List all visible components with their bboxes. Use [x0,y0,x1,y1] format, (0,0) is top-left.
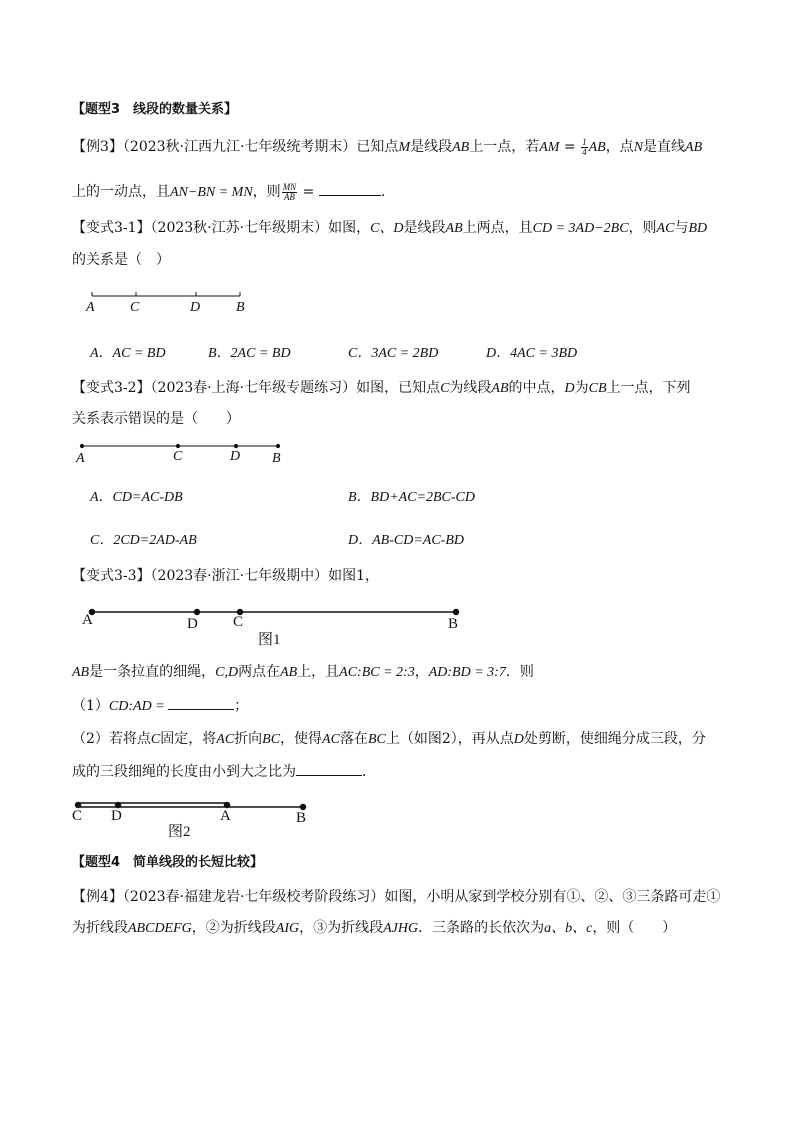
point-c [76,803,81,808]
text: ； [234,698,249,714]
text: 为线段 [449,380,492,396]
text: 上一点，若 [469,139,540,155]
text: 折向 [234,731,263,747]
var: AB [452,140,470,155]
text: 是线段 [403,220,446,236]
answer-blank[interactable] [168,695,234,710]
example4-line1: 【例4】（2023春·福建龙岩·七年级校考阶段练习）如图，小明从家到学校分别有①、②、③三条路可走① [72,889,721,905]
var: AD:BD = 3:7 [428,665,506,680]
variant33-q1 [72,695,248,717]
option-a[interactable]: A．CD=AC-DB [90,490,183,505]
text: 是直线 [643,139,686,155]
fig1-caption: 图1 [258,632,281,648]
fig2-label-a: A [220,808,231,824]
var: CD:AD = [108,699,169,714]
label-b: B [272,451,281,466]
text: （1） [72,698,109,714]
var: AIG [275,921,300,936]
text: 【变式3-2】（2023春·上海·七年级专题练习）如图，已知点 [72,380,441,396]
point-a [80,444,83,447]
var: CD = 3AD−2BC [532,221,629,236]
frac-den: AB [283,191,295,202]
text: 是一条拉直的细绳， [89,664,216,680]
option-b[interactable]: B．2AC = BD [208,346,291,361]
point-b [276,444,279,447]
answer-blank[interactable] [296,761,362,776]
option-b[interactable]: B．BD+AC=2BC-CD [348,490,475,505]
point-d [195,610,200,615]
text: ．三条路的长依次为 [418,920,545,936]
var: AB [445,221,463,236]
example4-line2 [72,918,676,939]
variant32-line1 [72,378,691,399]
text: 【例3】（2023秋·江西九江·七年级统考期末）已知点 [72,139,399,155]
label-a: A [76,451,85,466]
point-d [234,444,237,447]
label-d: D [230,449,241,464]
text: ，使得 [280,731,323,747]
text: 处剪断，使细绳分成三段，分 [523,731,706,747]
text: 成的三段细绳的长度由小到大之比为 [72,764,296,780]
label-a: A [86,300,95,315]
var: C [440,381,450,396]
text: 上，且 [297,664,340,680]
fig1-label-a: A [82,612,93,628]
fig2-caption: 图2 [168,824,191,840]
fig2-label-c: C [72,808,83,824]
text: 上的一动点，且 [72,184,170,200]
var: AB [280,665,298,680]
var: BD [688,221,708,236]
var: C、D [370,221,404,236]
text: 上两点，且 [462,220,533,236]
fig2-label-d: D [111,808,122,824]
text: 固定，将 [160,731,217,747]
point-a [225,803,230,808]
fig2-label-b: B [296,810,307,826]
text: 【变式3-1】（2023秋·江苏·七年级期末）如图， [72,220,371,236]
option-a[interactable]: A．AC = BD [90,346,166,361]
var: C [150,732,161,747]
var: AN−BN = MN [170,185,253,200]
point-b [454,610,459,615]
frac-den: 4 [582,146,587,157]
fig1-label-c: C [233,614,244,630]
var: C,D [215,665,239,680]
var: AB [685,140,703,155]
var: ABCDEFG [128,921,192,936]
frac-num: 1 [582,136,587,147]
figure-1 [90,610,459,615]
text: ，点 [605,139,634,155]
var: AC [322,732,340,747]
var: N [633,140,644,155]
figure-2 [76,803,306,810]
text: . [380,184,386,200]
point-d [116,803,121,808]
fig1-label-d: D [187,616,198,632]
var: AC [656,221,675,236]
text: ，②为折线段 [191,920,276,936]
var: D [564,381,575,396]
variant31-line2: 的关系是（ ） [72,252,170,268]
text: 落在 [339,731,368,747]
text: ，则 [628,220,657,236]
text: = [298,184,319,200]
var: BC [367,732,386,747]
var: D [513,732,524,747]
section-header-type3: 【题型3 线段的数量关系】 [72,102,238,117]
label-d: D [190,300,201,315]
text: ． [362,764,376,780]
var: BC [262,732,281,747]
figure-v31 [92,292,240,296]
point-b [301,805,306,810]
text: 与 [674,220,689,236]
text: 两点在 [238,664,281,680]
text: 的中点， [508,380,565,396]
section-header-type4: 【题型4 简单线段的长短比较】 [72,855,264,870]
variant33-q2-line2 [72,761,376,782]
option-d[interactable]: D．4AC = 3BD [486,346,578,361]
var: AB [491,381,509,396]
variant33-line1: 【变式3-3】（2023春·浙江·七年级期中）如图1， [72,568,379,584]
text: ．则 [505,664,534,680]
var: AM [539,140,560,155]
frac-num: MN [282,181,297,192]
point-c [176,444,179,447]
var: a、b、c [544,921,593,936]
option-d[interactable]: D．AB-CD=AC-BD [348,533,464,548]
text: 为 [574,380,589,396]
text: 上（如图2），再从点 [385,731,514,747]
label-c: C [130,300,140,315]
option-c[interactable]: C．3AC = 2BD [348,346,439,361]
fig1-label-b: B [448,616,459,632]
option-c[interactable]: C．2CD=2AD-AB [90,533,197,548]
figure-v32 [80,444,279,447]
var: AC [216,732,235,747]
variant33-q2-line1 [72,729,706,750]
text: ， [414,664,429,680]
var: AJHG [383,921,419,936]
text: 为折线段 [72,920,128,936]
text: 上一点，下列 [606,380,691,396]
variant32-line2: 关系表示错误的是（ ） [72,411,240,427]
text: ，则（ ） [592,920,677,936]
text: ，③为折线段 [299,920,384,936]
text: （2）若将点 [72,731,151,747]
label-c: C [173,449,183,464]
label-b: B [236,300,245,315]
text: 是线段 [410,139,453,155]
var: M [398,140,411,155]
var: AB [72,665,90,680]
var: AB [588,140,606,155]
text: ，则 [252,184,281,200]
var: AC:BC = 2:3 [339,665,415,680]
variant33-desc [72,662,534,683]
var: CB [588,381,607,396]
text: = [559,139,581,155]
